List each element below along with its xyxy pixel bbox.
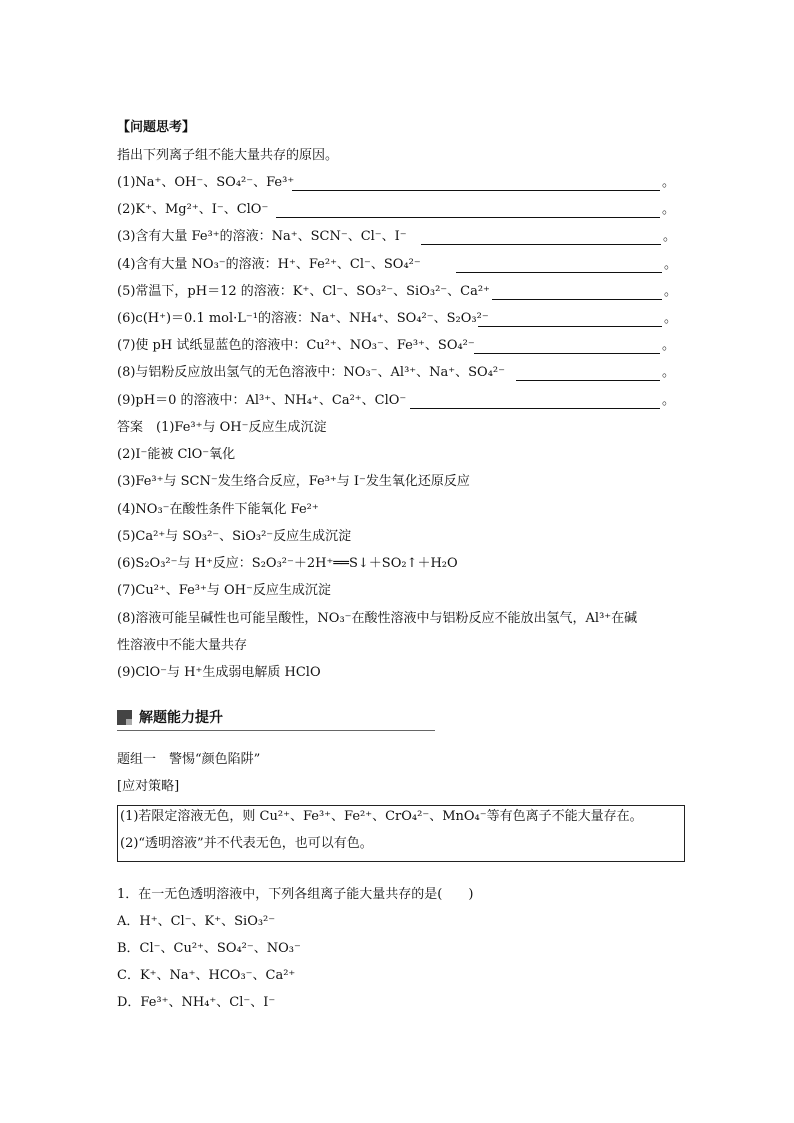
strategy-line: (2)“透明溶液”并不代表无色，也可以有色。 [120, 836, 373, 851]
answer-line: 答案 (1)Fe³⁺与 OH⁻反应生成沉淀 [117, 420, 327, 435]
period-mark: 。 [662, 338, 676, 353]
answer-blank-4 [456, 272, 662, 273]
answer-blank-6 [478, 326, 662, 327]
question-item-1: (1)Na⁺、OH⁻、SO₄²⁻、Fe³⁺ [117, 175, 295, 190]
strategy-label: [应对策略] [117, 779, 180, 794]
question-item-3: (3)含有大量 Fe³⁺的溶液：Na⁺、SCN⁻、Cl⁻、I⁻ [117, 229, 407, 244]
exercise-option-a: A．H⁺、Cl⁻、K⁺、SiO₃²⁻ [117, 914, 276, 929]
question-item-2: (2)K⁺、Mg²⁺、I⁻、ClO⁻ [117, 202, 269, 217]
question-intro: 指出下列离子组不能大量共存的原因。 [117, 148, 339, 163]
answer-blank-5 [492, 299, 662, 300]
answer-blank-3 [421, 244, 661, 245]
answer-line: (6)S₂O₃²⁻与 H⁺反应：S₂O₃²⁻＋2H⁺══S↓＋SO₂↑＋H₂O [117, 556, 458, 571]
period-mark: 。 [662, 202, 676, 217]
answer-blank-9 [410, 408, 660, 409]
answer-line: (8)溶液可能呈碱性也可能呈酸性，NO₃⁻在酸性溶液中与铝粉反应不能放出氢气，Al³⁺在碱 [117, 611, 638, 626]
period-mark: 。 [662, 175, 676, 190]
section-title: 解题能力提升 [139, 710, 223, 726]
question-group-title: 题组一 警惕“颜色陷阱” [117, 752, 261, 767]
answer-line: (7)Cu²⁺、Fe³⁺与 OH⁻反应生成沉淀 [117, 583, 331, 598]
question-item-9: (9)pH＝0 的溶液中：Al³⁺、NH₄⁺、Ca²⁺、ClO⁻ [117, 393, 407, 408]
strategy-line: (1)若限定溶液无色，则 Cu²⁺、Fe³⁺、Fe²⁺、CrO₄²⁻、MnO₄⁻等有色离子不能大量存在。 [120, 809, 643, 824]
section-divider [117, 730, 435, 731]
question-heading: 【问题思考】 [117, 120, 196, 135]
question-item-4: (4)含有大量 NO₃⁻的溶液：H⁺、Fe²⁺、Cl⁻、SO₄²⁻ [117, 257, 421, 272]
answer-line: (4)NO₃⁻在酸性条件下能氧化 Fe²⁺ [117, 502, 319, 517]
answer-blank-8 [516, 380, 660, 381]
exercise-option-d: D．Fe³⁺、NH₄⁺、Cl⁻、I⁻ [117, 995, 276, 1010]
period-mark: 。 [664, 257, 678, 272]
answer-blank-2 [276, 217, 660, 218]
period-mark: 。 [662, 393, 676, 408]
question-item-8: (8)与铝粉反应放出氢气的无色溶液中：NO₃⁻、Al³⁺、Na⁺、SO₄²⁻ [117, 365, 505, 380]
answer-blank-7 [474, 353, 660, 354]
exercise-stem: 1．在一无色透明溶液中，下列各组离子能大量共存的是( ) [117, 887, 474, 902]
answer-line: (3)Fe³⁺与 SCN⁻发生络合反应，Fe³⁺与 I⁻发生氧化还原反应 [117, 474, 470, 489]
exercise-option-c: C．K⁺、Na⁺、HCO₃⁻、Ca²⁺ [117, 968, 296, 983]
strategy-box [117, 805, 685, 862]
period-mark: 。 [662, 365, 676, 380]
answer-line: (5)Ca²⁺与 SO₃²⁻、SiO₃²⁻反应生成沉淀 [117, 529, 352, 544]
answer-line: (2)I⁻能被 ClO⁻氧化 [117, 447, 236, 462]
answer-blank-1 [292, 190, 660, 191]
period-mark: 。 [663, 229, 677, 244]
question-item-5: (5)常温下，pH＝12 的溶液：K⁺、Cl⁻、SO₃²⁻、SiO₃²⁻、Ca²⁺ [117, 284, 490, 299]
exercise-option-b: B．Cl⁻、Cu²⁺、SO₄²⁻、NO₃⁻ [117, 941, 301, 956]
answer-line: (9)ClO⁻与 H⁺生成弱电解质 HClO [117, 665, 321, 680]
question-item-6: (6)c(H⁺)＝0.1 mol·L⁻¹的溶液：Na⁺、NH₄⁺、SO₄²⁻、S₂O₃²⁻ [117, 311, 489, 326]
answer-line: 性溶液中不能大量共存 [117, 638, 248, 653]
question-item-7: (7)使 pH 试纸显蓝色的溶液中：Cu²⁺、NO₃⁻、Fe³⁺、SO₄²⁻ [117, 338, 475, 353]
period-mark: 。 [664, 311, 678, 326]
period-mark: 。 [664, 284, 678, 299]
section-square-icon [117, 710, 132, 725]
